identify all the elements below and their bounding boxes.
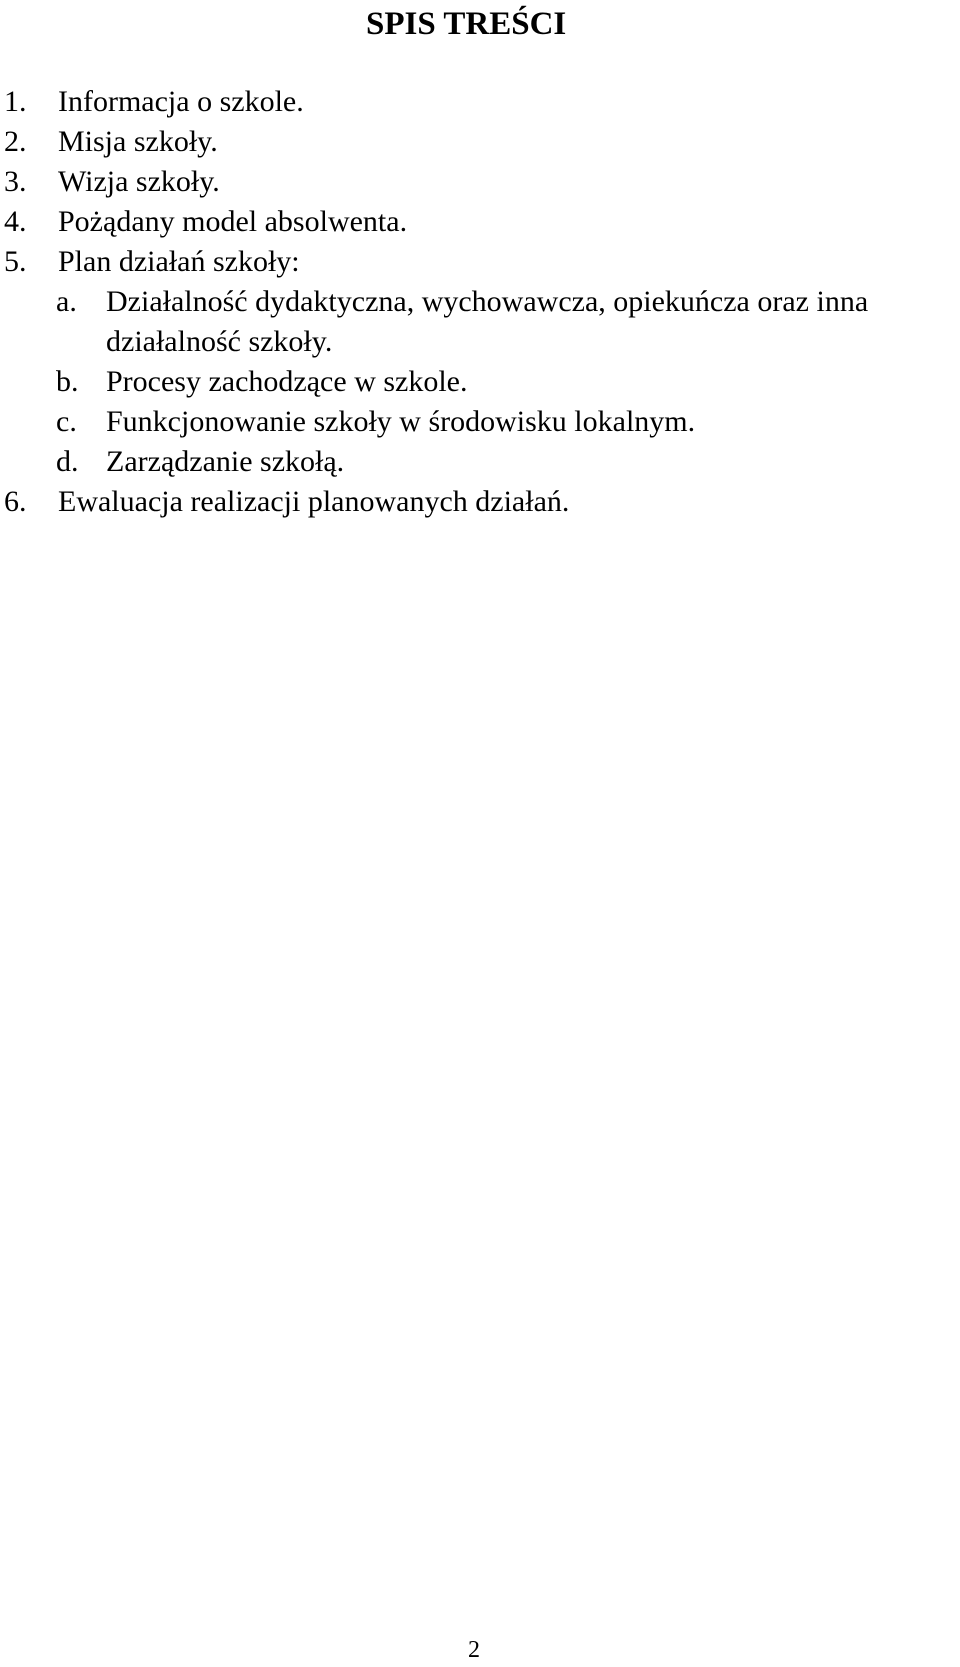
toc-item-number: 6. <box>4 485 27 518</box>
toc-subitem-text: Działalność dydaktyczna, wychowawcza, opiekuńcza oraz inna działalność szkoły. <box>106 285 869 358</box>
toc-subitem-letter: a. <box>56 285 77 318</box>
toc-item-1 <box>0 82 955 122</box>
toc-subitem-text: Funkcjonowanie szkoły w środowisku lokalnym. <box>106 405 696 438</box>
toc-item-5 <box>0 242 955 282</box>
toc-item-3 <box>0 162 955 202</box>
toc-item-text: Plan działań szkoły: <box>58 245 300 278</box>
toc-subitem-c <box>0 402 955 442</box>
page-title: SPIS TREŚCI <box>366 6 567 42</box>
toc-subitem-b <box>0 362 955 402</box>
toc-subitem-a <box>0 282 955 362</box>
table-of-contents <box>0 82 955 522</box>
toc-subitem-d <box>0 442 955 482</box>
toc-item-number: 3. <box>4 165 27 198</box>
toc-subitem-letter: b. <box>56 365 79 398</box>
toc-item-number: 2. <box>4 125 27 158</box>
toc-subitem-text: Zarządzanie szkołą. <box>106 445 345 478</box>
page-number: 2 <box>468 1637 480 1663</box>
toc-item-number: 5. <box>4 245 27 278</box>
toc-item-text: Ewaluacja realizacji planowanych działań. <box>58 485 570 518</box>
toc-subitem-text: Procesy zachodzące w szkole. <box>106 365 468 398</box>
toc-subitem-letter: c. <box>56 405 77 438</box>
toc-item-2 <box>0 122 955 162</box>
toc-item-number: 4. <box>4 205 27 238</box>
toc-item-4 <box>0 202 955 242</box>
toc-item-text: Informacja o szkole. <box>58 85 304 118</box>
toc-item-text: Pożądany model absolwenta. <box>58 205 408 238</box>
toc-subitem-letter: d. <box>56 445 79 478</box>
toc-item-text: Misja szkoły. <box>58 125 218 158</box>
page-number-container <box>0 1636 960 1664</box>
toc-item-text: Wizja szkoły. <box>58 165 220 198</box>
toc-item-number: 1. <box>4 85 27 118</box>
toc-item-6 <box>0 482 955 522</box>
